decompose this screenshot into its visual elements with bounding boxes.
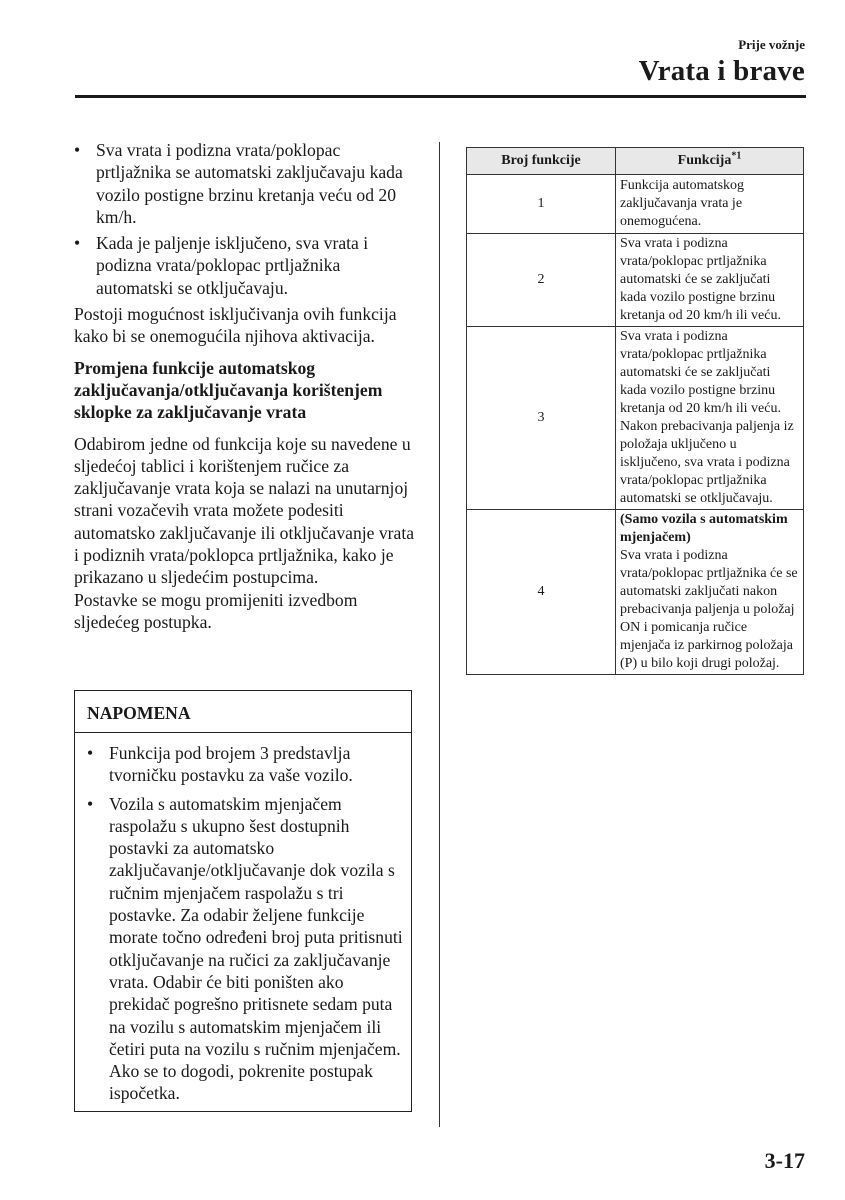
footnote-marker: *1 [731, 150, 742, 162]
function-description-cell: Sva vrata i podizna vrata/poklopac prtljažnika automatski će se zaključati kada vozilo postigne brzinu kretanja od 20 km/h ili veću. Nakon prebacivanja paljenja iz položaja uključeno u isključeno, sva vrata i podizna vrata/poklopac prtljažnika automatski se otključavaju. [616, 327, 804, 510]
note-heading: NAPOMENA [75, 691, 411, 733]
paragraph-settings-change: Postavke se mogu promijeniti izvedbom sljedećeg postupka. [74, 589, 358, 632]
subheading-change-function: Promjena funkcije automatskog zaključavanja/otključavanja korištenjem sklopke za zaključavanje vrata [74, 357, 383, 423]
bullet-item: • Sva vrata i podizna vrata/poklopac prtljažnika se automatski zaključavaju kada vozilo postigne brzinu kretanja veću od 20 km/h. [74, 139, 417, 228]
table-row [467, 510, 804, 675]
function-description-cell: Funkcija automatskog zaključavanja vrata je onemogućena. [616, 175, 804, 234]
page-number: 3-17 [764, 1148, 805, 1173]
header-function-number: Broj funkcije [467, 148, 616, 175]
function-number-cell: 2 [467, 234, 616, 327]
table-row [467, 175, 804, 234]
table-row [467, 327, 804, 510]
table-row [467, 234, 804, 327]
function-description-text: Sva vrata i podizna vrata/poklopac prtljažnika će se automatski zaključati nakon prebacivanja paljenja u položaj ON i pomicanja ručice mjenjača iz parkirnog položaja (P) u bilo koji drugi položaj. [620, 548, 798, 671]
paragraph-disable-info: Postoji mogućnost isključivanja ovih funkcija kako bi se onemogućila njihova aktivacija. [74, 304, 397, 347]
section-label: Prije vožnje [738, 37, 805, 52]
header-rule [75, 95, 806, 98]
note-item: • Vozila s automatskim mjenjačem raspolažu s ukupno šest dostupnih postavki za automatsko zaključavanje/otključavanje dok vozila s ručnim mjenjačem raspolažu s tri postavke. Za odabir željene funkcije morate točno određeni broj puta pritisnuti otključavanje na ručici za zaključavanje vrata. Odabir će biti poništen ako prekidač pogrešno pritisnete sedam puta na vozilu s automatskim mjenjačem ili četiri puta na vozilu s ručnim mjenjačem. Ako se to dogodi, pokrenite postupak ispočetka. [87, 793, 403, 1105]
chapter-title: Vrata i brave [638, 55, 805, 87]
column-divider [439, 142, 440, 1127]
intro-bullet-list [74, 139, 417, 299]
function-number-cell: 1 [467, 175, 616, 234]
function-number-cell: 3 [467, 327, 616, 510]
function-number-cell: 4 [467, 510, 616, 675]
function-description-cell [616, 510, 804, 675]
paragraph-procedure-intro: Odabirom jedne od funkcija koje su navedene u sljedećoj tablici i korištenjem ručice za zaključavanje vrata koja se nalazi na unutarnjoj strani vozačevih vrata možete podesiti automatsko zaključavanje ili otključavanje vrata i podiznih vrata/poklopca prtljažnika, kako je prikazano u sljedećim postupcima. [74, 433, 415, 588]
table-header-row [467, 148, 804, 175]
function-description-cell: Sva vrata i podizna vrata/poklopac prtljažnika automatski će se zaključati kada vozilo postigne brzinu kretanja od 20 km/h ili veću. [616, 234, 804, 327]
note-box [74, 690, 412, 1112]
note-list [75, 733, 411, 1105]
header-function-label: Funkcija [677, 153, 732, 168]
note-item: • Funkcija pod brojem 3 predstavlja tvorničku postavku za vaše vozilo. [87, 742, 403, 787]
function-note: (Samo vozila s automatskim mjenjačem) [620, 512, 788, 545]
left-column [74, 139, 417, 633]
header-function [616, 148, 804, 175]
function-table [466, 147, 804, 675]
bullet-item: • Kada je paljenje isključeno, sva vrata i podizna vrata/poklopac prtljažnika automatski se otključavaju. [74, 232, 417, 299]
